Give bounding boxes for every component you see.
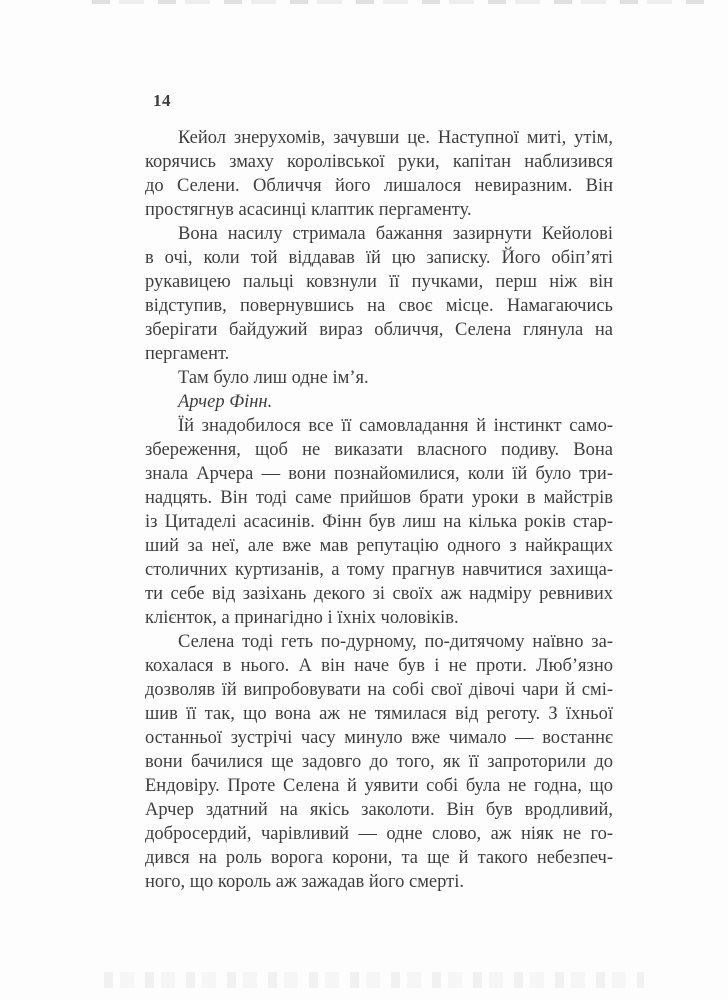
paragraph [145, 414, 613, 630]
text-line: останньої зустрічі часу минуло вже чимало — востаннє [145, 728, 613, 748]
text-line: Кейол знерухомів, зачувши це. Наступної миті, утім, [178, 128, 613, 148]
text-line: Там було лиш одне ім’я. [178, 368, 369, 388]
page-number: 14 [153, 91, 171, 110]
text-line: Арчер Фінн. [178, 392, 273, 412]
text-line: Селена тоді геть по-дурному, по-дитячому наївно за- [178, 632, 613, 652]
text-line: до Селени. Обличчя його лишалося невиразним. Він [145, 176, 613, 196]
text-line: зберігати байдужий вираз обличчя, Селена глянула на [145, 320, 613, 340]
text-line: добросердий, чарівливий — одне слово, аж ніяк не го- [145, 824, 613, 844]
text-line: знала Арчера — вони познайомилися, коли їй було три- [145, 464, 613, 484]
text-line: ший за неї, але вже мав репутацію одного з найкращих [145, 536, 613, 556]
text-line: ти себе від зазіхань декого зі своїх аж надміру ревнивих [145, 584, 613, 604]
text-line: простягнув асасинці клаптик пергаменту. [145, 200, 472, 220]
paragraph [145, 126, 613, 222]
text-line: Арчер здатний на якісь заколоти. Він був вродливий, [145, 800, 613, 820]
text-line: вони бачилися ще задовго до того, як її запроторили до [145, 752, 613, 772]
text-line: рукавицею пальці ковзнули її пучками, перш ніж він [145, 272, 613, 292]
text-line: кохалася в нього. А він наче був і не проти. Люб’язно [145, 656, 613, 676]
text-line: Їй знадобилося все її самовладання й інстинкт само- [178, 416, 613, 436]
text-line: із Цитаделі асасинів. Фінн був лиш на кілька років стар- [145, 512, 613, 532]
paragraph [145, 222, 613, 366]
text-line: Ендовіру. Проте Селена й уявити собі була не годна, що [145, 776, 613, 796]
text-line: в очі, коли той віддавав їй цю записку. Його обіп’яті [145, 248, 613, 268]
body-text [145, 126, 613, 894]
text-line: Вона насилу стримала бажання зазирнути Кейолові [178, 224, 613, 244]
text-line: шив її так, що вона аж не тямилася від реготу. З їхньої [145, 704, 613, 724]
text-line: клієнток, а принагідно і їхніх чоловіків. [145, 608, 459, 628]
paragraph [145, 630, 613, 894]
paragraph [145, 366, 613, 390]
text-line: столичних куртизанів, а тому прагнув навчитися захища- [145, 560, 613, 580]
text-line: відступив, повернувшись на своє місце. Намагаючись [145, 296, 613, 316]
scan-artifact-top [92, 0, 704, 4]
text-line: корячись змаху королівської руки, капітан наблизився [145, 152, 613, 172]
text-line: збереження, щоб не виказати власного подиву. Вона [145, 440, 613, 460]
text-line: пергамент. [145, 344, 230, 364]
text-line: дився на роль ворога корони, та ще й такого небезпеч- [145, 848, 613, 868]
paragraph [145, 390, 613, 414]
text-line: надцять. Він тоді саме прийшов брати уроки в майстрів [145, 488, 613, 508]
scan-artifact-bottom [104, 972, 644, 988]
text-line: ного, що король аж зажадав його смерті. [145, 872, 464, 892]
text-line: дозволяв їй випробовувати на собі свої дівочі чари й смі- [145, 680, 613, 700]
